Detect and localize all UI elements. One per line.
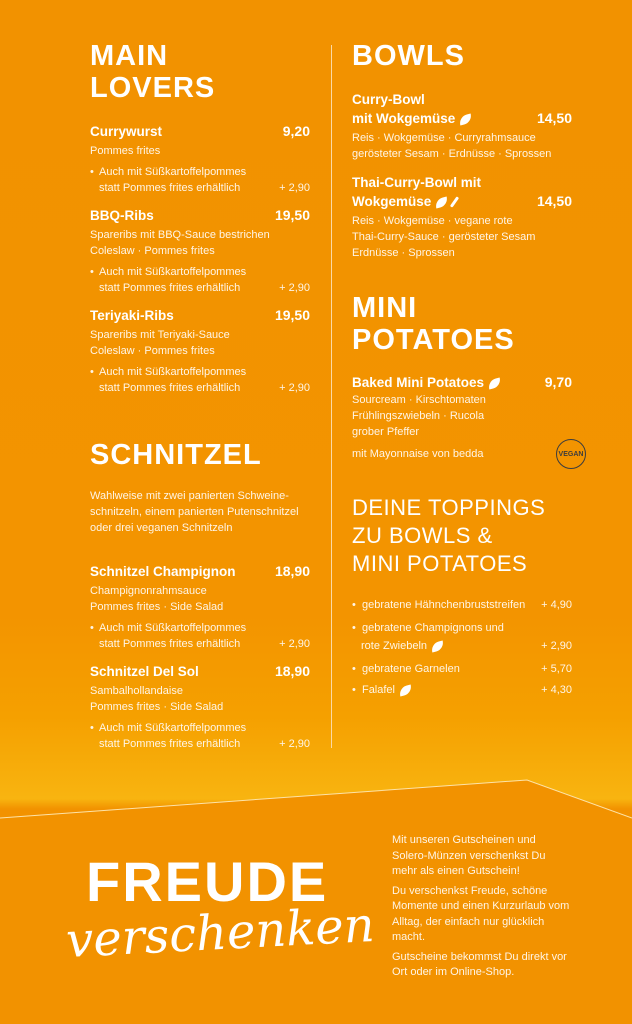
item-name: Teriyaki-Ribs [90,308,174,323]
menu-item-schnitzel-champignon [90,562,310,652]
item-price: 14,50 [536,110,572,126]
section-title-bowls: BOWLS [352,40,465,72]
item-desc: Champignonrahmsauce Pommes frites · Side Salad [90,585,224,613]
item-desc: Reis · Wokgemüse · Curryrahmsauce gerösteter Sesam · Erdnüsse · Sprossen [352,132,552,160]
item-price: 18,90 [274,563,310,579]
item-price: 14,50 [536,193,572,209]
item-desc: Sambalhollandaise Pommes frites · Side Salad [90,685,224,713]
section-title-mini-potatoes [352,292,572,356]
item-price: 9,20 [282,123,310,139]
topping-item: • gebratene Champignons und [352,622,504,634]
item-desc: Pommes frites [90,145,161,157]
menu-item-baked-mini-potatoes [352,373,572,462]
item-extra: • Auch mit Süßkartoffelpommes statt Pommes frites erhältlich + 2,90 [90,620,310,652]
title-line: MINI [352,292,418,324]
item-name: Currywurst [90,124,163,139]
item-desc: Sourcream · Kirschtomaten Frühlingszwiebeln · Rucola grober Pfeffer [352,394,486,438]
chili-icon [450,197,459,209]
vegan-leaves-icon [398,684,413,696]
topping-item: • Falafel + 4,30 [352,684,572,696]
item-name: Baked Mini Potatoes [352,375,485,390]
menu-item-teriyaki-ribs [90,306,310,396]
item-price: 18,90 [274,663,310,679]
item-price: 19,50 [274,207,310,223]
topping-item: • gebratene Hähnchenbruststreifen + 4,90 [352,599,572,611]
schnitzel-intro: Wahlweise mit zwei panierten Schweine- schnitzeln, einem panierten Putenschnitzel oder drei veganen Schnitzeln [90,490,299,534]
menu-item-currywurst [90,122,310,196]
menu-item-thai-curry-bowl [352,173,572,261]
vegan-badge: VEGAN [556,439,586,469]
leaf-icon [487,377,502,389]
vegan-leaves-icon [434,196,449,208]
item-name: Wokgemüse [352,194,432,209]
item-name: BBQ-Ribs [90,208,154,223]
toppings-list [352,596,572,699]
item-name: mit Wokgemüse [352,111,456,126]
item-desc: Spareribs mit Teriyaki-Sauce Coleslaw · Pommes frites [90,329,230,357]
title-line: MAIN [90,40,169,72]
item-note: mit Mayonnaise von bedda [352,448,484,460]
topping-item-cont: rote Zwiebeln + 2,90 [361,640,572,652]
item-extra: • Auch mit Süßkartoffelpommes statt Pommes frites erhältlich + 2,90 [90,164,310,196]
promo-script: verschenken [64,896,376,970]
item-name: Thai-Curry-Bowl mit [352,175,482,190]
title-line: LOVERS [90,72,216,104]
vegan-leaves-icon [430,640,445,652]
item-name: Schnitzel Champignon [90,564,236,579]
item-extra: • Auch mit Süßkartoffelpommes statt Pommes frites erhältlich + 2,90 [90,364,310,396]
item-name: Curry-Bowl [352,92,425,107]
promo-text: Mit unseren Gutscheinen und Solero-Münzen verschenkst Du mehr als einen Gutschein! Du verschenkst Freude, schöne Momente und einen Kurzurlaub vom Alltag, der einfach nur glücklich macht. Gutscheine bekommst Du direkt vor Ort oder im Online-Shop. [392,834,570,978]
topping-item: • gebratene Garnelen + 5,70 [352,663,572,675]
promo-headline: FREUDE [86,850,329,913]
item-desc: Spareribs mit BBQ-Sauce bestrichen Coleslaw · Pommes frites [90,229,270,257]
item-extra: • Auch mit Süßkartoffelpommes statt Pommes frites erhältlich + 2,90 [90,264,310,296]
item-name: Schnitzel Del Sol [90,664,199,679]
menu-item-bbq-ribs [90,206,310,296]
item-desc: Reis · Wokgemüse · vegane rote Thai-Curry-Sauce · gerösteter Sesam Erdnüsse · Sprossen [352,215,536,259]
item-price: 19,50 [274,307,310,323]
column-divider [331,45,332,748]
item-extra: • Auch mit Süßkartoffelpommes statt Pommes frites erhältlich + 2,90 [90,720,310,752]
leaf-icon [458,113,473,125]
item-price: 9,70 [544,374,572,390]
menu-item-curry-bowl [352,90,572,162]
menu-item-schnitzel-del-sol [90,662,310,752]
section-title-schnitzel: SCHNITZEL [90,439,262,471]
section-title-main-lovers [90,40,310,104]
section-title-toppings: DEINE TOPPINGS ZU BOWLS & MINI POTATOES [352,495,546,576]
title-line: POTATOES [352,324,515,356]
